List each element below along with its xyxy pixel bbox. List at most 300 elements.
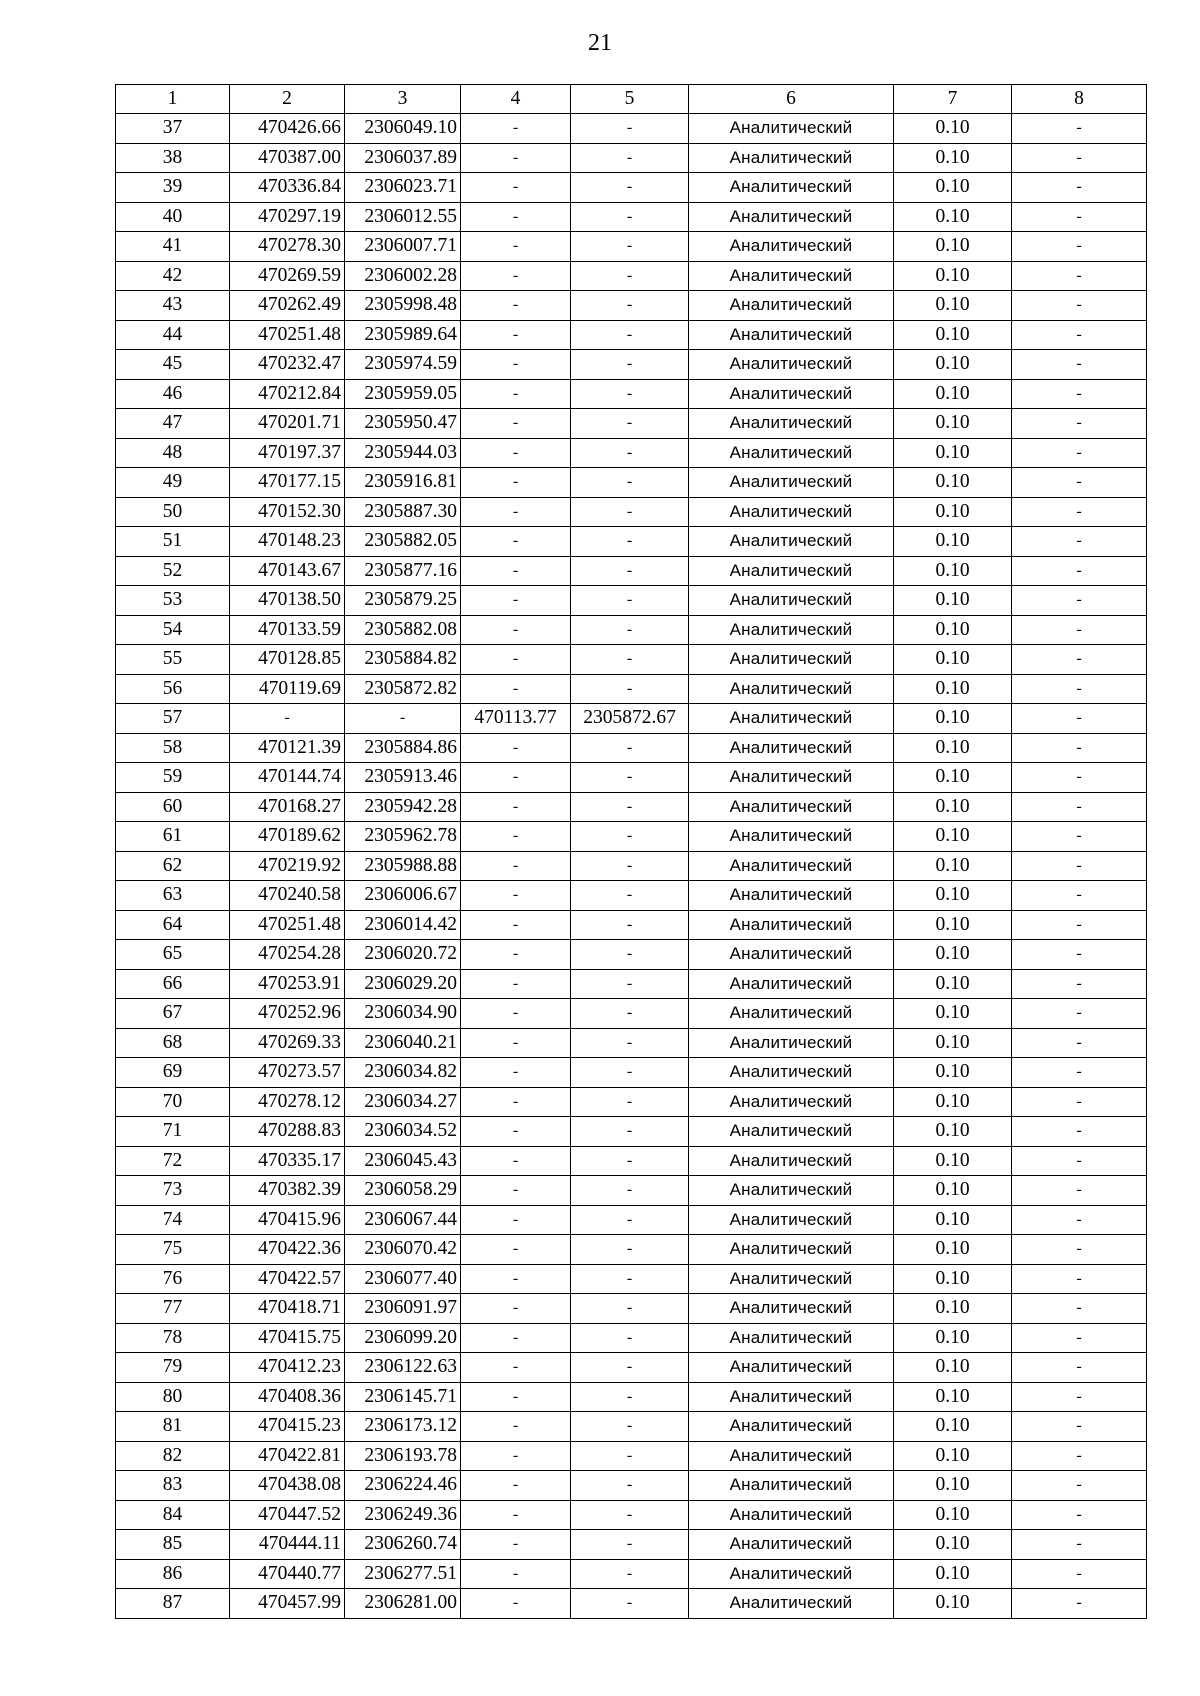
x-coordinate-cell: 470438.08 — [230, 1471, 345, 1501]
y-coordinate-alt-cell: 2305872.67 — [571, 704, 689, 734]
table-row — [116, 143, 1147, 173]
y-coordinate-cell: 2305988.88 — [345, 851, 461, 881]
y-coordinate-alt-cell: - — [571, 969, 689, 999]
note-cell: - — [1012, 261, 1147, 291]
y-coordinate-alt-cell: - — [571, 438, 689, 468]
table-row — [116, 1176, 1147, 1206]
note-cell: - — [1012, 1028, 1147, 1058]
table-row — [116, 674, 1147, 704]
x-coordinate-cell: 470336.84 — [230, 173, 345, 203]
accuracy-cell: 0.10 — [894, 1471, 1012, 1501]
accuracy-cell: 0.10 — [894, 615, 1012, 645]
x-coordinate-cell: 470133.59 — [230, 615, 345, 645]
x-coordinate-alt-cell: - — [461, 645, 571, 675]
x-coordinate-cell: 470335.17 — [230, 1146, 345, 1176]
y-coordinate-cell: 2306067.44 — [345, 1205, 461, 1235]
x-coordinate-cell: - — [230, 704, 345, 734]
method-cell: Аналитический — [689, 1087, 894, 1117]
accuracy-cell: 0.10 — [894, 232, 1012, 262]
table-row — [116, 1530, 1147, 1560]
x-coordinate-alt-cell: - — [461, 527, 571, 557]
y-coordinate-alt-cell: - — [571, 1412, 689, 1442]
column-header-7: 7 — [894, 85, 1012, 114]
accuracy-cell: 0.10 — [894, 320, 1012, 350]
accuracy-cell: 0.10 — [894, 645, 1012, 675]
table-row — [116, 792, 1147, 822]
table-row — [116, 822, 1147, 852]
accuracy-cell: 0.10 — [894, 586, 1012, 616]
note-cell: - — [1012, 733, 1147, 763]
x-coordinate-alt-cell: - — [461, 1412, 571, 1442]
note-cell: - — [1012, 350, 1147, 380]
y-coordinate-alt-cell: - — [571, 1294, 689, 1324]
x-coordinate-alt-cell: - — [461, 468, 571, 498]
x-coordinate-cell: 470177.15 — [230, 468, 345, 498]
accuracy-cell: 0.10 — [894, 202, 1012, 232]
x-coordinate-alt-cell: - — [461, 1382, 571, 1412]
x-coordinate-alt-cell: - — [461, 1323, 571, 1353]
x-coordinate-cell: 470447.52 — [230, 1500, 345, 1530]
x-coordinate-cell: 470252.96 — [230, 999, 345, 1029]
method-cell: Аналитический — [689, 1117, 894, 1147]
table-row — [116, 763, 1147, 793]
x-coordinate-cell: 470278.30 — [230, 232, 345, 262]
point-number-cell: 73 — [116, 1176, 230, 1206]
accuracy-cell: 0.10 — [894, 1589, 1012, 1619]
method-cell: Аналитический — [689, 586, 894, 616]
table-row — [116, 527, 1147, 557]
point-number-cell: 55 — [116, 645, 230, 675]
point-number-cell: 69 — [116, 1058, 230, 1088]
note-cell: - — [1012, 674, 1147, 704]
point-number-cell: 83 — [116, 1471, 230, 1501]
accuracy-cell: 0.10 — [894, 733, 1012, 763]
y-coordinate-cell: 2305942.28 — [345, 792, 461, 822]
x-coordinate-cell: 470240.58 — [230, 881, 345, 911]
table-row — [116, 1087, 1147, 1117]
x-coordinate-cell: 470251.48 — [230, 910, 345, 940]
note-cell: - — [1012, 527, 1147, 557]
y-coordinate-cell: 2306099.20 — [345, 1323, 461, 1353]
method-cell: Аналитический — [689, 1294, 894, 1324]
method-cell: Аналитический — [689, 1382, 894, 1412]
x-coordinate-alt-cell: - — [461, 320, 571, 350]
y-coordinate-cell: 2306014.42 — [345, 910, 461, 940]
x-coordinate-alt-cell: - — [461, 350, 571, 380]
table-row — [116, 1323, 1147, 1353]
note-cell: - — [1012, 1382, 1147, 1412]
method-cell: Аналитический — [689, 1146, 894, 1176]
table-row — [116, 1412, 1147, 1442]
y-coordinate-alt-cell: - — [571, 1028, 689, 1058]
accuracy-cell: 0.10 — [894, 1382, 1012, 1412]
y-coordinate-alt-cell: - — [571, 173, 689, 203]
y-coordinate-cell: 2306281.00 — [345, 1589, 461, 1619]
table-row — [116, 1058, 1147, 1088]
table-row — [116, 350, 1147, 380]
y-coordinate-cell: 2306037.89 — [345, 143, 461, 173]
x-coordinate-cell: 470415.75 — [230, 1323, 345, 1353]
y-coordinate-cell: 2306034.52 — [345, 1117, 461, 1147]
note-cell: - — [1012, 704, 1147, 734]
y-coordinate-cell: 2305884.86 — [345, 733, 461, 763]
table-row — [116, 733, 1147, 763]
accuracy-cell: 0.10 — [894, 969, 1012, 999]
y-coordinate-alt-cell: - — [571, 350, 689, 380]
x-coordinate-alt-cell: - — [461, 999, 571, 1029]
x-coordinate-cell: 470269.59 — [230, 261, 345, 291]
point-number-cell: 87 — [116, 1589, 230, 1619]
y-coordinate-cell: 2306034.27 — [345, 1087, 461, 1117]
note-cell: - — [1012, 969, 1147, 999]
method-cell: Аналитический — [689, 173, 894, 203]
accuracy-cell: 0.10 — [894, 261, 1012, 291]
accuracy-cell: 0.10 — [894, 851, 1012, 881]
column-header-2: 2 — [230, 85, 345, 114]
y-coordinate-alt-cell: - — [571, 261, 689, 291]
point-number-cell: 81 — [116, 1412, 230, 1442]
x-coordinate-alt-cell: - — [461, 940, 571, 970]
accuracy-cell: 0.10 — [894, 1117, 1012, 1147]
point-number-cell: 49 — [116, 468, 230, 498]
point-number-cell: 76 — [116, 1264, 230, 1294]
y-coordinate-alt-cell: - — [571, 1353, 689, 1383]
coordinates-table-container — [115, 84, 1146, 1619]
point-number-cell: 82 — [116, 1441, 230, 1471]
table-row — [116, 704, 1147, 734]
x-coordinate-cell: 470138.50 — [230, 586, 345, 616]
table-row — [116, 1146, 1147, 1176]
x-coordinate-alt-cell: - — [461, 409, 571, 439]
point-number-cell: 47 — [116, 409, 230, 439]
accuracy-cell: 0.10 — [894, 674, 1012, 704]
x-coordinate-alt-cell: - — [461, 851, 571, 881]
x-coordinate-alt-cell: - — [461, 615, 571, 645]
note-cell: - — [1012, 143, 1147, 173]
x-coordinate-cell: 470232.47 — [230, 350, 345, 380]
note-cell: - — [1012, 320, 1147, 350]
x-coordinate-cell: 470297.19 — [230, 202, 345, 232]
method-cell: Аналитический — [689, 851, 894, 881]
note-cell: - — [1012, 910, 1147, 940]
table-row — [116, 881, 1147, 911]
page-number: 21 — [588, 30, 612, 56]
note-cell: - — [1012, 940, 1147, 970]
point-number-cell: 63 — [116, 881, 230, 911]
point-number-cell: 50 — [116, 497, 230, 527]
point-number-cell: 65 — [116, 940, 230, 970]
x-coordinate-alt-cell: - — [461, 1294, 571, 1324]
y-coordinate-alt-cell: - — [571, 1382, 689, 1412]
y-coordinate-cell: 2306260.74 — [345, 1530, 461, 1560]
method-cell: Аналитический — [689, 1353, 894, 1383]
y-coordinate-cell: 2306224.46 — [345, 1471, 461, 1501]
x-coordinate-cell: 470148.23 — [230, 527, 345, 557]
y-coordinate-cell: 2306058.29 — [345, 1176, 461, 1206]
accuracy-cell: 0.10 — [894, 556, 1012, 586]
point-number-cell: 54 — [116, 615, 230, 645]
accuracy-cell: 0.10 — [894, 1530, 1012, 1560]
accuracy-cell: 0.10 — [894, 1353, 1012, 1383]
point-number-cell: 79 — [116, 1353, 230, 1383]
x-coordinate-alt-cell: - — [461, 438, 571, 468]
note-cell: - — [1012, 792, 1147, 822]
x-coordinate-cell: 470457.99 — [230, 1589, 345, 1619]
note-cell: - — [1012, 851, 1147, 881]
y-coordinate-cell: 2306122.63 — [345, 1353, 461, 1383]
table-row — [116, 114, 1147, 144]
table-row — [116, 497, 1147, 527]
table-row — [116, 910, 1147, 940]
y-coordinate-cell: 2306002.28 — [345, 261, 461, 291]
y-coordinate-alt-cell: - — [571, 851, 689, 881]
method-cell: Аналитический — [689, 704, 894, 734]
method-cell: Аналитический — [689, 379, 894, 409]
point-number-cell: 71 — [116, 1117, 230, 1147]
y-coordinate-alt-cell: - — [571, 232, 689, 262]
method-cell: Аналитический — [689, 438, 894, 468]
y-coordinate-alt-cell: - — [571, 1500, 689, 1530]
accuracy-cell: 0.10 — [894, 379, 1012, 409]
x-coordinate-cell: 470444.11 — [230, 1530, 345, 1560]
table-row — [116, 1028, 1147, 1058]
y-coordinate-alt-cell: - — [571, 1176, 689, 1206]
accuracy-cell: 0.10 — [894, 497, 1012, 527]
y-coordinate-alt-cell: - — [571, 763, 689, 793]
x-coordinate-alt-cell: - — [461, 202, 571, 232]
table-row — [116, 232, 1147, 262]
accuracy-cell: 0.10 — [894, 1500, 1012, 1530]
x-coordinate-alt-cell: - — [461, 1471, 571, 1501]
y-coordinate-cell: 2306034.90 — [345, 999, 461, 1029]
column-header-5: 5 — [571, 85, 689, 114]
note-cell: - — [1012, 1087, 1147, 1117]
method-cell: Аналитический — [689, 527, 894, 557]
accuracy-cell: 0.10 — [894, 291, 1012, 321]
method-cell: Аналитический — [689, 497, 894, 527]
table-row — [116, 1382, 1147, 1412]
y-coordinate-cell: 2305882.08 — [345, 615, 461, 645]
table-row — [116, 261, 1147, 291]
y-coordinate-alt-cell: - — [571, 1589, 689, 1619]
point-number-cell: 39 — [116, 173, 230, 203]
note-cell: - — [1012, 1589, 1147, 1619]
point-number-cell: 53 — [116, 586, 230, 616]
point-number-cell: 70 — [116, 1087, 230, 1117]
table-row — [116, 1441, 1147, 1471]
point-number-cell: 43 — [116, 291, 230, 321]
y-coordinate-alt-cell: - — [571, 615, 689, 645]
accuracy-cell: 0.10 — [894, 1028, 1012, 1058]
y-coordinate-cell: 2305887.30 — [345, 497, 461, 527]
method-cell: Аналитический — [689, 1441, 894, 1471]
x-coordinate-cell: 470121.39 — [230, 733, 345, 763]
method-cell: Аналитический — [689, 261, 894, 291]
method-cell: Аналитический — [689, 615, 894, 645]
accuracy-cell: 0.10 — [894, 173, 1012, 203]
note-cell: - — [1012, 468, 1147, 498]
point-number-cell: 38 — [116, 143, 230, 173]
point-number-cell: 51 — [116, 527, 230, 557]
y-coordinate-alt-cell: - — [571, 1471, 689, 1501]
x-coordinate-alt-cell: - — [461, 1500, 571, 1530]
method-cell: Аналитический — [689, 232, 894, 262]
table-row — [116, 173, 1147, 203]
method-cell: Аналитический — [689, 1323, 894, 1353]
y-coordinate-alt-cell: - — [571, 1323, 689, 1353]
x-coordinate-alt-cell: - — [461, 733, 571, 763]
table-row — [116, 468, 1147, 498]
y-coordinate-alt-cell: - — [571, 822, 689, 852]
method-cell: Аналитический — [689, 468, 894, 498]
x-coordinate-alt-cell: - — [461, 1205, 571, 1235]
x-coordinate-cell: 470119.69 — [230, 674, 345, 704]
accuracy-cell: 0.10 — [894, 1087, 1012, 1117]
table-row — [116, 1205, 1147, 1235]
y-coordinate-cell: 2306006.67 — [345, 881, 461, 911]
table-row — [116, 438, 1147, 468]
x-coordinate-cell: 470273.57 — [230, 1058, 345, 1088]
method-cell: Аналитический — [689, 763, 894, 793]
y-coordinate-cell: 2305998.48 — [345, 291, 461, 321]
y-coordinate-alt-cell: - — [571, 320, 689, 350]
method-cell: Аналитический — [689, 674, 894, 704]
x-coordinate-cell: 470143.67 — [230, 556, 345, 586]
x-coordinate-alt-cell: - — [461, 114, 571, 144]
accuracy-cell: 0.10 — [894, 1441, 1012, 1471]
column-header-4: 4 — [461, 85, 571, 114]
y-coordinate-alt-cell: - — [571, 379, 689, 409]
table-row — [116, 320, 1147, 350]
y-coordinate-alt-cell: - — [571, 143, 689, 173]
table-row — [116, 1117, 1147, 1147]
note-cell: - — [1012, 645, 1147, 675]
table-row — [116, 379, 1147, 409]
y-coordinate-cell: 2305884.82 — [345, 645, 461, 675]
y-coordinate-alt-cell: - — [571, 1235, 689, 1265]
y-coordinate-cell: 2306193.78 — [345, 1441, 461, 1471]
note-cell: - — [1012, 1117, 1147, 1147]
table-row — [116, 556, 1147, 586]
y-coordinate-alt-cell: - — [571, 940, 689, 970]
note-cell: - — [1012, 1471, 1147, 1501]
accuracy-cell: 0.10 — [894, 143, 1012, 173]
method-cell: Аналитический — [689, 822, 894, 852]
y-coordinate-alt-cell: - — [571, 881, 689, 911]
table-row — [116, 291, 1147, 321]
y-coordinate-cell: 2306249.36 — [345, 1500, 461, 1530]
accuracy-cell: 0.10 — [894, 792, 1012, 822]
y-coordinate-cell: 2306077.40 — [345, 1264, 461, 1294]
x-coordinate-alt-cell: - — [461, 1028, 571, 1058]
x-coordinate-alt-cell: - — [461, 586, 571, 616]
y-coordinate-alt-cell: - — [571, 1087, 689, 1117]
y-coordinate-alt-cell: - — [571, 497, 689, 527]
note-cell: - — [1012, 1530, 1147, 1560]
x-coordinate-alt-cell: - — [461, 497, 571, 527]
x-coordinate-cell: 470251.48 — [230, 320, 345, 350]
table-row — [116, 1471, 1147, 1501]
note-cell: - — [1012, 1235, 1147, 1265]
y-coordinate-cell: 2305974.59 — [345, 350, 461, 380]
y-coordinate-alt-cell: - — [571, 910, 689, 940]
note-cell: - — [1012, 497, 1147, 527]
point-number-cell: 68 — [116, 1028, 230, 1058]
x-coordinate-alt-cell: - — [461, 1235, 571, 1265]
x-coordinate-cell: 470152.30 — [230, 497, 345, 527]
point-number-cell: 62 — [116, 851, 230, 881]
method-cell: Аналитический — [689, 881, 894, 911]
x-coordinate-cell: 470253.91 — [230, 969, 345, 999]
x-coordinate-alt-cell: - — [461, 763, 571, 793]
accuracy-cell: 0.10 — [894, 1205, 1012, 1235]
point-number-cell: 56 — [116, 674, 230, 704]
note-cell: - — [1012, 1323, 1147, 1353]
note-cell: - — [1012, 1205, 1147, 1235]
table-row — [116, 202, 1147, 232]
note-cell: - — [1012, 1500, 1147, 1530]
table-row — [116, 851, 1147, 881]
coordinates-table — [115, 84, 1147, 1619]
x-coordinate-cell: 470144.74 — [230, 763, 345, 793]
accuracy-cell: 0.10 — [894, 999, 1012, 1029]
note-cell: - — [1012, 1294, 1147, 1324]
x-coordinate-cell: 470382.39 — [230, 1176, 345, 1206]
note-cell: - — [1012, 763, 1147, 793]
note-cell: - — [1012, 202, 1147, 232]
note-cell: - — [1012, 1146, 1147, 1176]
y-coordinate-alt-cell: - — [571, 1559, 689, 1589]
point-number-cell: 86 — [116, 1559, 230, 1589]
y-coordinate-alt-cell: - — [571, 291, 689, 321]
point-number-cell: 37 — [116, 114, 230, 144]
point-number-cell: 44 — [116, 320, 230, 350]
point-number-cell: 61 — [116, 822, 230, 852]
note-cell: - — [1012, 1264, 1147, 1294]
method-cell: Аналитический — [689, 1559, 894, 1589]
x-coordinate-alt-cell: - — [461, 910, 571, 940]
table-header-row — [116, 85, 1147, 114]
accuracy-cell: 0.10 — [894, 881, 1012, 911]
y-coordinate-cell: 2305944.03 — [345, 438, 461, 468]
note-cell: - — [1012, 1058, 1147, 1088]
y-coordinate-cell: 2306023.71 — [345, 173, 461, 203]
point-number-cell: 52 — [116, 556, 230, 586]
accuracy-cell: 0.10 — [894, 409, 1012, 439]
method-cell: Аналитический — [689, 1235, 894, 1265]
x-coordinate-cell: 470262.49 — [230, 291, 345, 321]
x-coordinate-cell: 470219.92 — [230, 851, 345, 881]
accuracy-cell: 0.10 — [894, 468, 1012, 498]
point-number-cell: 40 — [116, 202, 230, 232]
table-row — [116, 615, 1147, 645]
y-coordinate-cell: - — [345, 704, 461, 734]
y-coordinate-cell: 2306045.43 — [345, 1146, 461, 1176]
point-number-cell: 58 — [116, 733, 230, 763]
y-coordinate-alt-cell: - — [571, 468, 689, 498]
accuracy-cell: 0.10 — [894, 350, 1012, 380]
table-row — [116, 1294, 1147, 1324]
x-coordinate-cell: 470288.83 — [230, 1117, 345, 1147]
point-number-cell: 72 — [116, 1146, 230, 1176]
x-coordinate-cell: 470201.71 — [230, 409, 345, 439]
note-cell: - — [1012, 409, 1147, 439]
method-cell: Аналитический — [689, 1205, 894, 1235]
x-coordinate-cell: 470440.77 — [230, 1559, 345, 1589]
method-cell: Аналитический — [689, 999, 894, 1029]
x-coordinate-cell: 470168.27 — [230, 792, 345, 822]
accuracy-cell: 0.10 — [894, 1323, 1012, 1353]
